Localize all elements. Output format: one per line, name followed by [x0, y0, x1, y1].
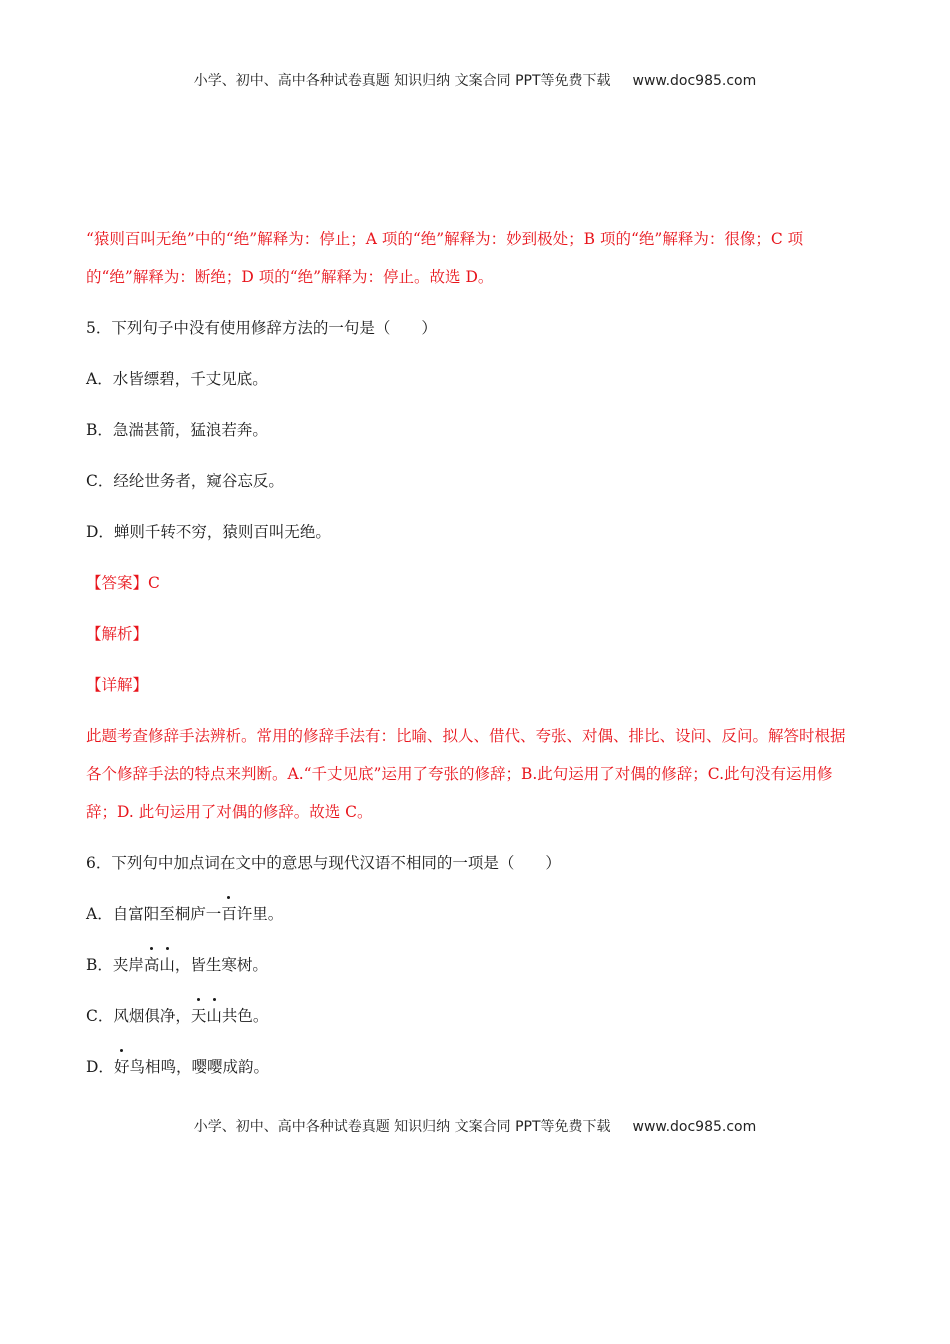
dotted-word [144, 956, 175, 974]
q6-option-d [86, 1048, 858, 1086]
header-text: 小学、初中、高中各种试卷真题 知识归纳 文案合同 PPT等免费下载 [193, 73, 611, 89]
q5-option-b: B．急湍甚箭，猛浪若奔。 [86, 421, 268, 439]
dotted-word: 好 [114, 1048, 130, 1086]
footer-site: www.doc985.com [632, 1119, 757, 1135]
q5-option-a: A．水皆缥碧，千丈见底。 [86, 370, 268, 388]
option-prefix: A．自富阳至桐庐一 [86, 905, 222, 923]
page-header [0, 70, 950, 90]
q5-answer: 【答案】C [86, 574, 160, 592]
dotted-char: 山 [206, 997, 222, 1035]
q5-analysis-label: 【解析】 [86, 625, 149, 643]
page-footer [0, 1116, 950, 1136]
q6-option-a [86, 895, 858, 933]
option-suffix: ，皆生寒树。 [174, 956, 268, 974]
document-body [86, 220, 858, 1086]
option-suffix: 许里。 [236, 905, 284, 923]
option-prefix: B．夹岸 [86, 956, 144, 974]
previous-explanation: “猿则百叫无绝”中的“绝”解释为：停止；A 项的“绝”解释为：妙到极处；B 项的“绝”解释为：很像；C 项的“绝”解释为：断绝；D 项的“绝”解释为：停止。故选 D。 [86, 230, 804, 286]
q5-option-d: D．蝉则千转不穷，猿则百叫无绝。 [86, 523, 331, 541]
q6-stem: 6．下列句中加点词在文中的意思与现代汉语不相同的一项是（ ） [86, 854, 561, 872]
q5-detail-label: 【详解】 [86, 676, 149, 694]
dotted-char: 高 [144, 946, 160, 984]
dotted-word [191, 1007, 222, 1025]
q5-stem: 5．下列句子中没有使用修辞方法的一句是（ ） [86, 319, 437, 337]
q5-detail: 此题考查修辞手法辨析。常用的修辞手法有：比喻、拟人、借代、夸张、对偶、排比、设问、反问。解答时根据各个修辞手法的特点来判断。A.“千丈见底”运用了夸张的修辞；B.此句运用了对偶的修辞；C.此句没有运用修辞；D. 此句运用了对偶的修辞。故选 C。 [86, 727, 846, 821]
footer-text: 小学、初中、高中各种试卷真题 知识归纳 文案合同 PPT等免费下载 [193, 1119, 611, 1135]
q6-option-b [86, 946, 858, 984]
option-suffix: 鸟相鸣，嘤嘤成韵。 [129, 1058, 269, 1076]
q5-option-c: C．经纶世务者，窥谷忘反。 [86, 472, 284, 490]
header-site: www.doc985.com [632, 73, 757, 89]
dotted-word: 百 [221, 895, 237, 933]
q6-option-c [86, 997, 858, 1035]
option-prefix: D． [86, 1058, 114, 1076]
option-prefix: C．风烟俱净， [86, 1007, 191, 1025]
option-suffix: 共色。 [221, 1007, 269, 1025]
dotted-char: 山 [159, 946, 175, 984]
dotted-char: 天 [191, 997, 207, 1035]
